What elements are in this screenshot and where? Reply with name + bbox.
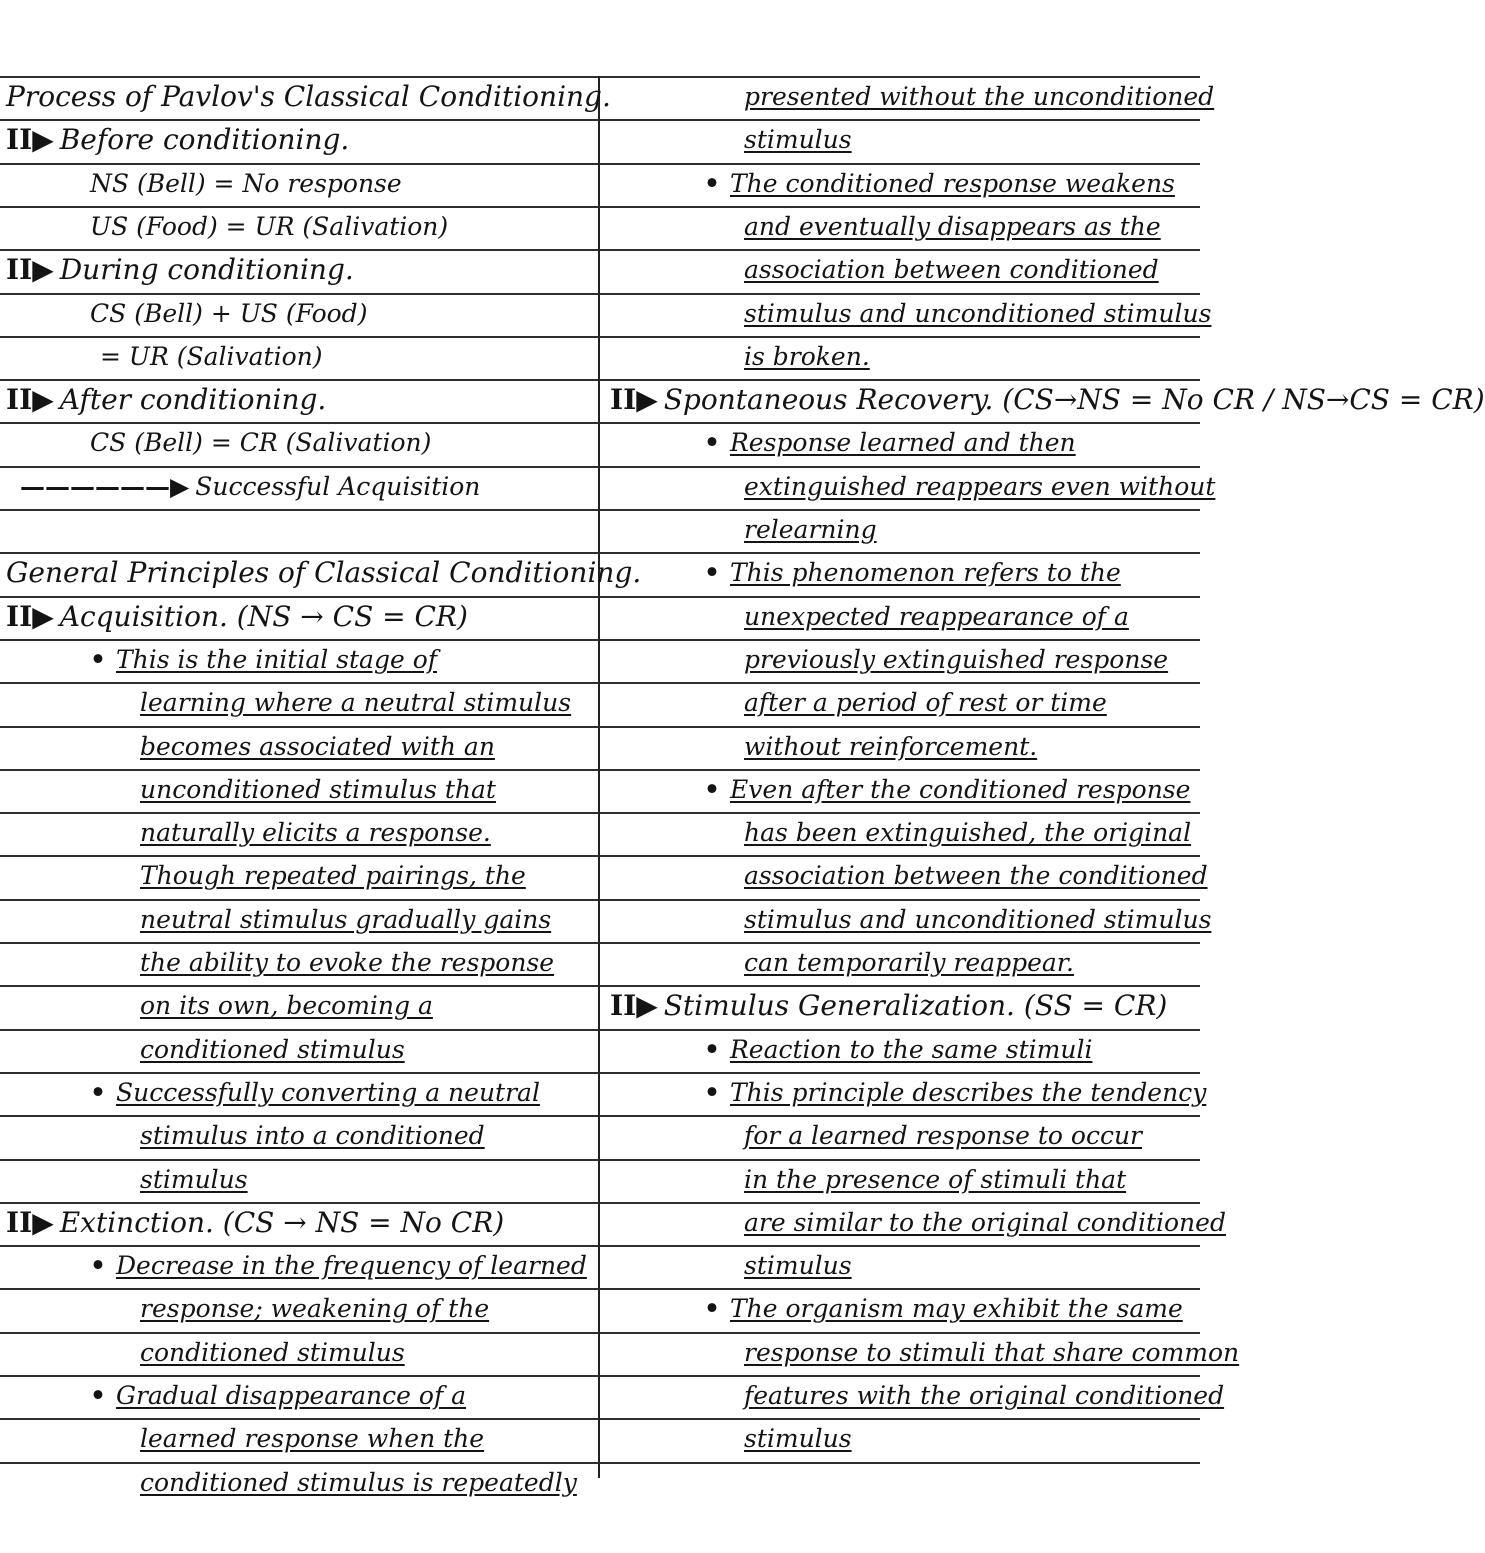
section-heading	[6, 1205, 592, 1239]
line-text: Successful Acquisition	[195, 471, 481, 501]
ruled-line	[0, 249, 1200, 251]
line-text: unconditioned stimulus that	[140, 774, 496, 804]
line-text: Successfully converting a neutral	[115, 1077, 540, 1107]
ruled-line	[0, 422, 1200, 424]
text-line	[744, 1121, 1196, 1151]
bullet-dot: •	[90, 1251, 106, 1281]
heading-marker: II▶	[6, 253, 54, 287]
text-line	[744, 298, 1212, 329]
ruled-line	[0, 682, 1200, 684]
column-divider	[598, 76, 600, 1478]
text-line	[140, 1121, 592, 1151]
line-text: US (Food) = UR (Salivation)	[90, 211, 449, 241]
line-text: stimulus	[744, 1424, 852, 1454]
line-text: the ability to evoke the response	[140, 948, 555, 977]
bullet-line	[90, 1078, 592, 1108]
line-text: This principle describes the tendency	[729, 1077, 1207, 1107]
line-text: response; weakening of the	[140, 1294, 490, 1324]
text-line	[140, 1424, 592, 1454]
text-line	[744, 948, 1196, 978]
text-line	[744, 255, 1196, 285]
text-line	[744, 732, 1196, 762]
text-line	[140, 1035, 592, 1065]
ruled-line	[0, 336, 1200, 338]
bullet-dot: •	[704, 168, 720, 198]
text-line	[744, 861, 1208, 891]
bullet-line	[90, 1381, 592, 1411]
bullet-line	[704, 558, 1196, 588]
line-text: on its own, becoming a	[140, 991, 433, 1021]
text-line	[744, 82, 1215, 112]
text-line	[744, 1424, 1196, 1454]
section-heading	[610, 383, 1485, 417]
text-line	[744, 688, 1196, 718]
ruled-line	[0, 119, 1200, 121]
bullet-dot: •	[704, 1077, 720, 1107]
line-text: relearning	[744, 515, 877, 544]
line-text: During conditioning.	[59, 253, 354, 287]
ruled-line	[0, 985, 1200, 987]
line-text: association between the conditioned	[744, 861, 1208, 891]
line-text: presented without the unconditioned	[744, 82, 1215, 111]
bullet-dot: •	[90, 1381, 106, 1410]
text-line	[140, 861, 592, 891]
line-text: Acquisition. (NS → CS = CR)	[59, 599, 468, 633]
bullet-dot: •	[90, 1077, 106, 1107]
line-text: learned response when the	[140, 1424, 485, 1454]
heading-marker: II▶	[6, 1205, 54, 1239]
line-text: association between conditioned	[744, 255, 1159, 285]
line-text: are similar to the original conditioned	[744, 1207, 1226, 1237]
line-text: can temporarily reappear.	[744, 948, 1074, 977]
ruled-line	[0, 1332, 1200, 1334]
line-text: conditioned stimulus is repeatedly	[140, 1467, 577, 1497]
line-text: Decrease in the frequency of learned	[115, 1251, 587, 1281]
ruled-line	[0, 596, 1200, 598]
bullet-dot: •	[704, 428, 720, 458]
text-line	[744, 471, 1216, 502]
ruled-line	[0, 726, 1200, 728]
line-text: The organism may exhibit the same	[729, 1294, 1183, 1324]
line-text: stimulus and unconditioned stimulus	[744, 904, 1212, 934]
text-line	[140, 818, 592, 848]
line-text: after a period of rest or time	[744, 688, 1107, 718]
text-line	[140, 1468, 592, 1498]
line-text: Gradual disappearance of a	[115, 1381, 467, 1410]
line-text: neutral stimulus gradually gains	[140, 904, 552, 934]
text-line	[744, 1207, 1226, 1238]
line-text: has been extinguished, the original	[744, 818, 1192, 848]
text-line	[90, 169, 592, 199]
section-heading	[610, 991, 1196, 1021]
line-text: previously extinguished response	[744, 644, 1169, 674]
bullet-line	[90, 1251, 592, 1281]
line-text: for a learned response to occur	[744, 1121, 1142, 1151]
line-text: = UR (Salivation)	[100, 341, 323, 371]
text-line	[140, 1338, 592, 1368]
text-line	[744, 645, 1196, 675]
ruled-line	[0, 1245, 1200, 1247]
ruled-line	[0, 206, 1200, 208]
text-line	[744, 342, 1196, 372]
heading-marker: II▶	[610, 383, 658, 417]
text-line	[744, 1381, 1225, 1411]
ruled-line	[0, 812, 1200, 814]
text-line	[140, 775, 592, 805]
heading-marker: II▶	[610, 989, 658, 1023]
line-text: General Principles of Classical Conditioning.	[6, 556, 642, 590]
bullet-line	[704, 169, 1196, 199]
line-text: This is the initial stage of	[115, 644, 438, 674]
ruled-line	[0, 1375, 1200, 1377]
ruled-line	[0, 379, 1200, 381]
ruled-line	[0, 293, 1200, 295]
heading-marker: II▶	[6, 599, 54, 633]
text-line	[744, 212, 1196, 242]
heading-marker: II▶	[6, 383, 54, 417]
ruled-line	[0, 1115, 1200, 1117]
text-line	[744, 1251, 1196, 1281]
line-text: response to stimuli that share common	[744, 1337, 1240, 1367]
line-text: CS (Bell) + US (Food)	[90, 298, 368, 328]
ruled-line	[0, 1159, 1200, 1161]
text-line	[744, 125, 1196, 155]
bullet-dot: •	[90, 644, 106, 674]
heading-marker: ——————▶	[20, 471, 190, 501]
ruled-line	[0, 639, 1200, 641]
line-text: is broken.	[744, 341, 870, 371]
line-text: Before conditioning.	[59, 123, 350, 157]
line-text: NS (Bell) = No response	[90, 168, 402, 198]
ruled-line	[0, 855, 1200, 857]
ruled-line	[0, 1462, 1200, 1464]
ruled-line	[0, 899, 1200, 901]
bullet-line	[704, 428, 1196, 458]
heading-marker: II▶	[6, 123, 54, 157]
bullet-line	[704, 1294, 1196, 1324]
line-text: Extinction. (CS → NS = No CR)	[59, 1205, 505, 1239]
ruled-line	[0, 1418, 1200, 1420]
line-text: unexpected reappearance of a	[744, 601, 1129, 631]
ruled-line	[0, 466, 1200, 468]
text-line	[140, 1165, 592, 1195]
line-text: stimulus	[744, 1251, 852, 1281]
line-text: features with the original conditioned	[744, 1381, 1225, 1410]
text-line	[744, 1165, 1196, 1195]
line-text: conditioned stimulus	[140, 1034, 405, 1064]
text-line	[744, 1337, 1240, 1368]
line-text: without reinforcement.	[744, 731, 1038, 761]
ruled-line	[0, 552, 1200, 554]
section-heading	[6, 125, 592, 155]
text-line	[90, 428, 592, 458]
line-text: stimulus	[744, 125, 852, 155]
text-line	[744, 818, 1196, 848]
line-text: Stimulus Generalization. (SS = CR)	[663, 989, 1168, 1023]
text-line	[140, 991, 592, 1021]
line-text: stimulus into a conditioned	[140, 1121, 485, 1151]
bullet-line	[704, 1077, 1207, 1108]
bullet-line	[704, 775, 1196, 805]
bullet-dot: •	[704, 558, 720, 588]
line-text: Reaction to the same stimuli	[729, 1034, 1093, 1064]
bullet-dot: •	[704, 1294, 720, 1324]
ruled-line	[0, 76, 1200, 78]
text-line	[90, 299, 592, 329]
ruled-line	[0, 1072, 1200, 1074]
text-line	[140, 688, 592, 718]
ruled-line	[0, 1202, 1200, 1204]
line-text: and eventually disappears as the	[744, 211, 1161, 241]
line-text: Process of Pavlov's Classical Conditioning.	[6, 80, 611, 113]
ruled-line	[0, 509, 1200, 511]
bullet-line	[704, 1035, 1196, 1065]
text-line	[140, 1294, 592, 1324]
bullet-dot: •	[704, 774, 720, 804]
text-line	[100, 342, 592, 372]
ruled-line	[0, 942, 1200, 944]
section-heading	[6, 255, 592, 285]
text-line	[20, 472, 592, 502]
section-heading	[6, 599, 592, 633]
bullet-line	[90, 645, 592, 675]
line-text: Though repeated pairings, the	[140, 861, 526, 891]
text-line	[140, 732, 592, 762]
line-text: extinguished reappears even without	[744, 471, 1216, 501]
line-text: This phenomenon refers to the	[729, 558, 1121, 588]
text-line	[744, 904, 1212, 935]
line-text: in the presence of stimuli that	[744, 1164, 1127, 1194]
line-text: stimulus	[140, 1164, 248, 1194]
text-line	[90, 212, 592, 242]
line-text: conditioned stimulus	[140, 1337, 405, 1367]
line-text: Response learned and then	[729, 428, 1076, 458]
text-line	[744, 602, 1196, 632]
line-text: stimulus and unconditioned stimulus	[744, 298, 1212, 328]
line-text: Spontaneous Recovery. (CS→NS = No CR / NS→CS = CR)	[663, 383, 1485, 417]
section-heading	[6, 385, 592, 415]
text-line	[140, 948, 592, 978]
ruled-line	[0, 1029, 1200, 1031]
ruled-line	[0, 163, 1200, 165]
line-text: naturally elicits a response.	[140, 818, 491, 848]
line-text: The conditioned response weakens	[729, 168, 1175, 198]
ruled-line	[0, 1288, 1200, 1290]
line-text: becomes associated with an	[140, 731, 495, 761]
ruled-line	[0, 769, 1200, 771]
line-text: After conditioning.	[59, 383, 327, 417]
section-title	[6, 80, 611, 113]
line-text: CS (Bell) = CR (Salivation)	[90, 428, 432, 458]
line-text: learning where a neutral stimulus	[140, 688, 572, 718]
bullet-dot: •	[704, 1034, 720, 1064]
section-title	[6, 556, 642, 590]
text-line	[140, 905, 592, 935]
line-text: Even after the conditioned response	[729, 774, 1191, 804]
text-line	[744, 515, 1196, 545]
